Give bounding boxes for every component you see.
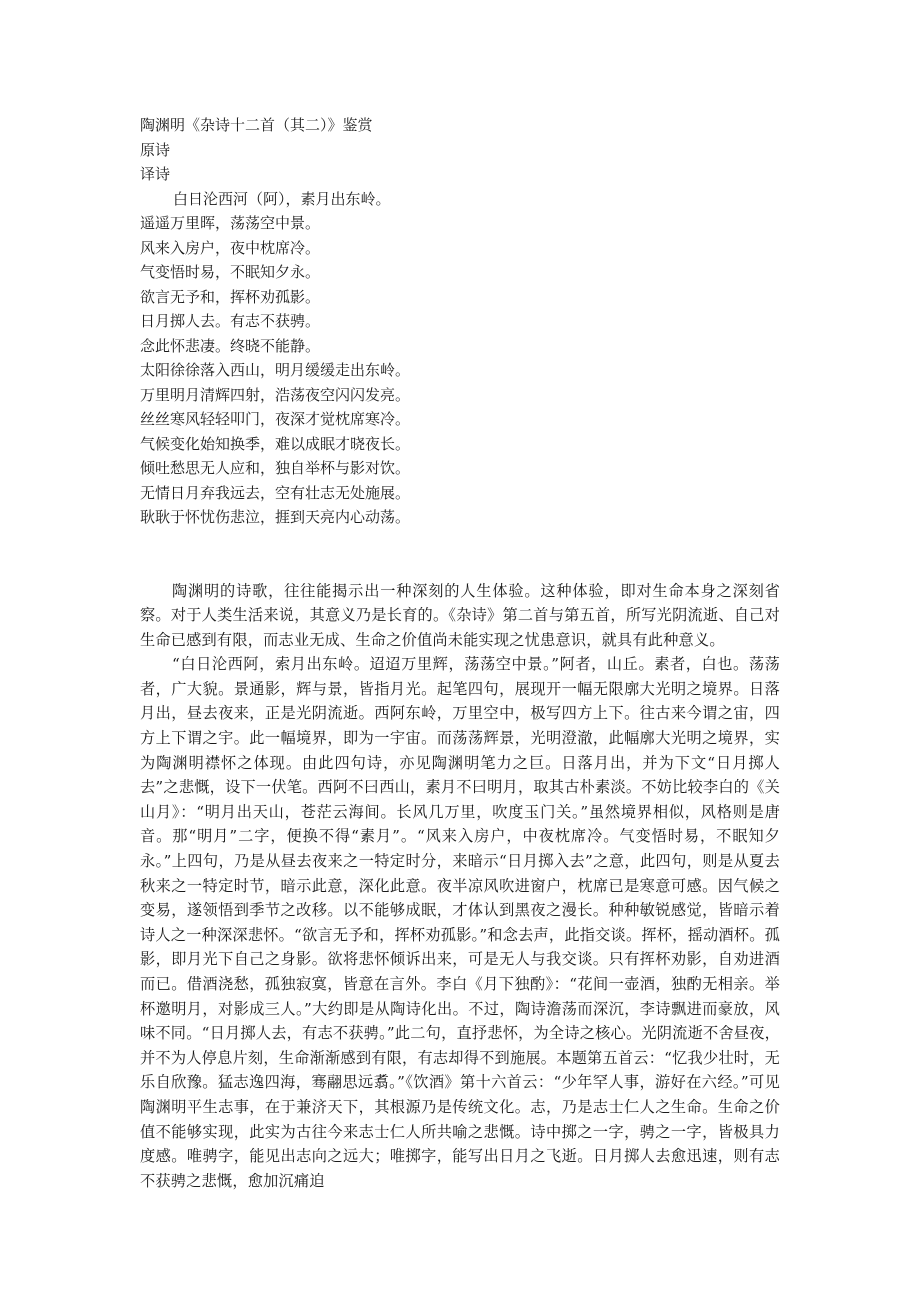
document-page [140, 113, 780, 1193]
translation-line: 太阳徐徐落入西山，明月缓缓走出东岭。 [140, 361, 411, 379]
translation-line: 倾吐愁思无人应和，独自举杯与影对饮。 [140, 459, 411, 477]
poem-line: 白日沦西河（阿），素月出东岭。 [173, 189, 391, 208]
translation-line: 万里明月清辉四射，浩荡夜空闪闪发亮。 [140, 385, 411, 404]
poem-line: 遥遥万里晖，荡荡空中景。 [140, 214, 321, 232]
poem-line: 风来入房户，夜中枕席冷。 [140, 238, 321, 257]
section-label-original: 原诗 [140, 140, 171, 159]
translated-poem [140, 358, 780, 530]
original-poem [140, 187, 780, 359]
poem-line: 念此怀悲凄。终晓不能静。 [140, 336, 321, 355]
translation-line: 丝丝寒风轻轻叩门，夜深才觉枕席寒冷。 [140, 410, 411, 428]
section-gap [140, 530, 780, 579]
section-label-translation: 译诗 [140, 165, 171, 183]
essay-paragraph-1: 陶渊明的诗歌，往往能揭示出一种深刻的人生体验。这种体验，即对生命本身之深刻省察。对于人类生活来说，其意义乃是长育的。《杂诗》第二首与第五首，所写光阴流逝、自己对生命已感到有限，而志业无成、生命之价值尚未能实现之忧患意识，就具有此种意义。 [140, 581, 780, 649]
document-title: 陶渊明《杂诗十二首（其二）》鉴赏 [140, 116, 373, 134]
essay-paragraph-2: “白日沦西阿，索月出东岭。迢迢万里辉，荡荡空中景。”阿者，山丘。素者，白也。荡荡者，广大貌。景通影，辉与景，皆指月光。起笔四句，展现开一幅无限廓大光明之境界。日落月出，昼去夜来，正是光阴流逝。西阿东岭，万里空中，极写四方上下。往古来今谓之宙，四方上下谓之宇。此一幅境界，即为一宇宙。而荡荡辉景，光明澄澈，此幅廓大光明之境界，实为陶渊明襟怀之体现。由此四句诗，亦见陶渊明笔力之巨。日落月出，并为下文“日月掷人去”之悲慨，设下一伏笔。西阿不曰西山，素月不曰明月，取其古朴素淡。不妨比较李白的《关山月》：“明月出天山，苍茫云海间。长风几万里，吹度玉门关。”虽然境界相似，风格则是唐音。那“明月”二字，便换不得“素月”。“风来入房户，中夜枕席冷。气变悟时易，不眠知夕永。”上四句，乃是从昼去夜来之一特定时分，来暗示“日月掷入去”之意，此四句，则是从夏去秋来之一特定时节，暗示此意，深化此意。夜半凉风吹进窗户，枕席已是寒意可感。因气候之变易，遂领悟到季节之改移。以不能够成眠，才体认到黑夜之漫长。种种敏锐感觉，皆暗示着诗人之一种深深悲怀。“欲言无予和，挥杯劝孤影。”和念去声，此指交谈。挥杯，摇动酒杯。孤影，即月光下自己之身影。欲将悲怀倾诉出来，可是无人与我交谈。只有挥杯劝影，自劝进酒而已。借酒浇愁，孤独寂寞，皆意在言外。李白《月下独酌》：“花间一壶酒，独酌无相亲。举杯邀明月，对影成三人。”大约即是从陶诗化出。不过，陶诗澹荡而深沉，李诗飘进而豪放，风味不同。“日月掷人去，有志不获骋。”此二句，直抒悲怀，为全诗之核心。光阴流逝不舍昼夜，并不为人停息片刻，生命渐渐感到有限，有志却得不到施展。本题第五首云：“忆我少壮时，无乐自欣豫。猛志逸四海，骞翮思远翥。”《饮酒》第十六首云：“少年罕人事，游好在六经。”可见陶渊明平生志事，在于兼济天下，其根源乃是传统文化。志，乃是志士仁人之生命。生命之价值不能够实现，此实为古往今来志士仁人所共喻之悲慨。诗中掷之一字，骋之一字，皆极具力度感。唯骋字，能见出志向之远大；唯掷字，能写出日月之飞逝。日月掷人去愈迅速，则有志不获骋之悲慨，愈加沉痛迫 [140, 655, 780, 1190]
appreciation-essay [140, 579, 780, 1194]
translation-line: 气候变化始知换季，难以成眠才晓夜长。 [140, 434, 411, 453]
translation-line: 耿耿于怀忧伤悲泣，捱到天亮内心动荡。 [140, 508, 411, 526]
poem-line: 欲言无予和，挥杯劝孤影。 [140, 287, 321, 306]
poem-line: 气变悟时易，不眠知夕永。 [140, 263, 321, 281]
translation-line: 无情日月弃我远去，空有壮志无处施展。 [140, 483, 411, 502]
poem-line: 日月掷人去。有志不获骋。 [140, 312, 321, 330]
